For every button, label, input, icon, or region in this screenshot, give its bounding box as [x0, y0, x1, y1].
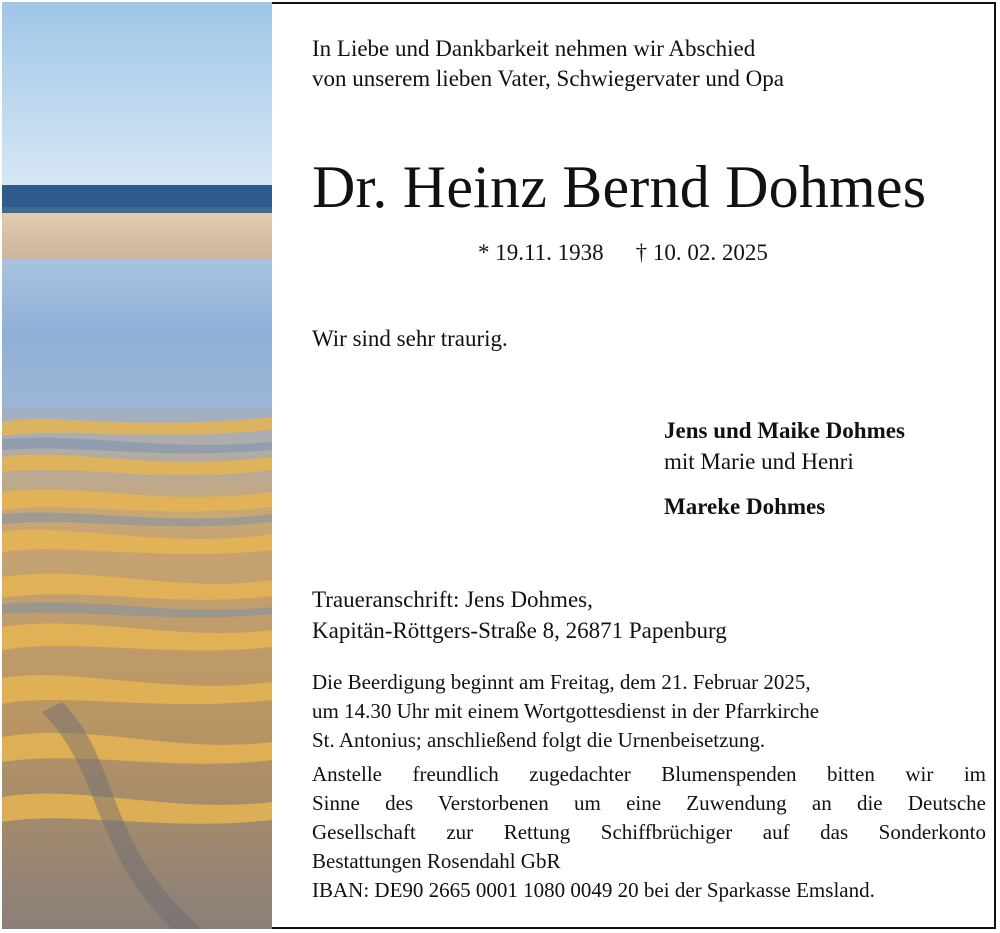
address-line: Kapitän-Röttgers-Straße 8, 26871 Papenburg	[312, 618, 727, 643]
family-group-2-name: Mareke Dohmes	[664, 494, 826, 519]
intro-line: In Liebe und Dankbarkeit nehmen wir Abschied	[312, 36, 756, 61]
life-dates	[478, 238, 768, 268]
donation-iban: IBAN: DE90 2665 0001 1080 0049 20 bei der Sparkasse Emsland.	[312, 878, 875, 902]
funeral-line: Die Beerdigung beginnt am Freitag, dem 21. Februar 2025,	[312, 670, 811, 694]
funeral-details	[312, 668, 912, 755]
intro-text	[312, 34, 784, 94]
donation-line: Anstelle freundlich zugedachter Blumenspenden bitten wir im	[312, 762, 986, 786]
birth-date: * 19.11. 1938	[478, 240, 604, 265]
grief-message: Wir sind sehr traurig.	[312, 326, 508, 351]
death-date: † 10. 02. 2025	[635, 240, 768, 265]
donation-request	[312, 760, 986, 905]
beach-photo	[2, 2, 272, 929]
deceased-name: Dr. Heinz Bernd Dohmes	[312, 154, 927, 220]
funeral-line: St. Antonius; anschließend folgt die Urnenbeisetzung.	[312, 728, 766, 752]
donation-line: Gesellschaft zur Rettung Schiffbrüchiger auf das Sonderkonto	[312, 820, 986, 844]
donation-line: Bestattungen Rosendahl GbR	[312, 849, 561, 873]
family-group-1-name: Jens und Maike Dohmes	[664, 418, 905, 443]
funeral-line: um 14.30 Uhr mit einem Wortgottesdienst in der Pfarrkirche	[312, 699, 820, 723]
address-line: Traueranschrift: Jens Dohmes,	[312, 587, 593, 612]
family-group-1-children: mit Marie und Henri	[664, 449, 854, 474]
mourning-address	[312, 584, 727, 646]
donation-line: Sinne des Verstorbenen um eine Zuwendung an die Deutsche	[312, 791, 986, 815]
intro-line: von unserem lieben Vater, Schwiegervater und Opa	[312, 66, 784, 91]
